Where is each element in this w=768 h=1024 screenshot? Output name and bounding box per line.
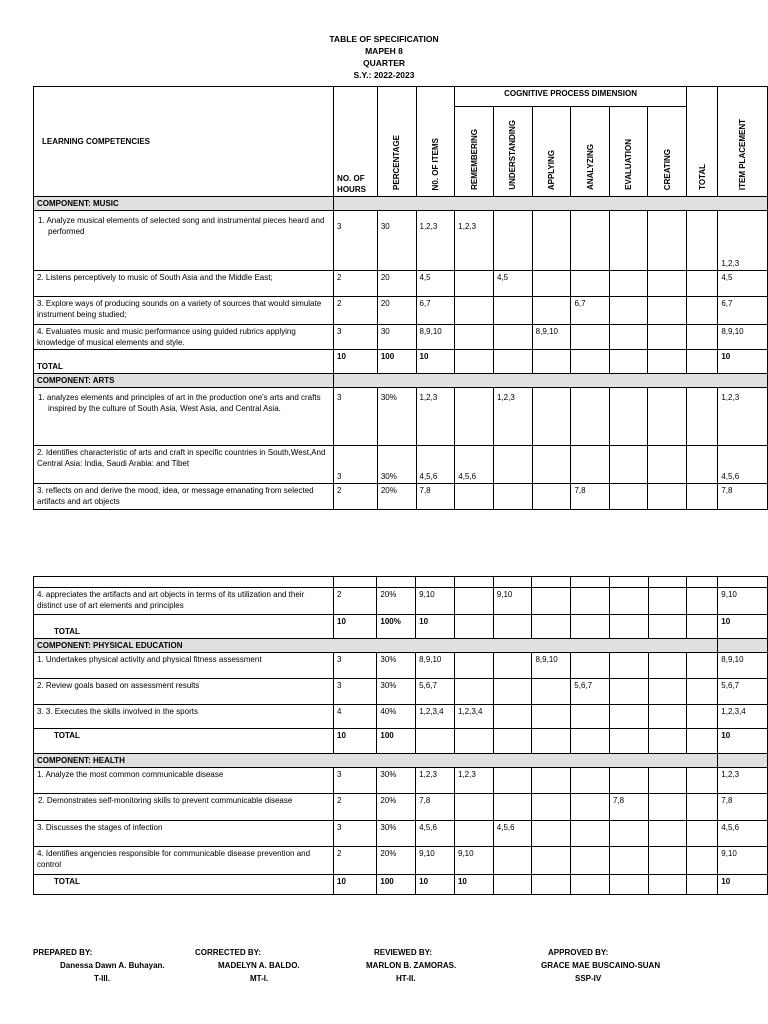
creating-header: CREATING [648, 107, 686, 197]
percentage-cell: 20 [377, 271, 416, 297]
competency-text: 2. Demonstrates self-monitoring skills to prevent communicable disease [34, 794, 334, 821]
applying-cell [532, 211, 571, 271]
total-cell [686, 271, 718, 297]
table-row [34, 794, 768, 821]
analyzing-cell [571, 446, 610, 484]
remembering-cell [455, 484, 494, 510]
hours-cell: 3 [334, 211, 378, 271]
signatory-title: MT-I. [250, 974, 269, 983]
competency-text: 4. Evaluates music and music performance using guided rubrics applying knowledge of musical elements and style. [34, 325, 334, 350]
evaluation-cell [609, 679, 648, 705]
evaluation-cell [609, 297, 647, 325]
percentage-cell: 30% [377, 446, 416, 484]
component-label: COMPONENT: PHYSICAL EDUCATION [34, 639, 718, 653]
analyzing-cell: 6,7 [571, 297, 610, 325]
applying-cell [532, 794, 571, 821]
competency-text: 4. Identifies angencies responsible for communicable disease prevention and control [34, 847, 334, 875]
percentage-cell: 20 [377, 297, 416, 325]
analyzing-cell [571, 325, 610, 350]
evaluation-cell [609, 446, 647, 484]
hours-total: 10 [334, 729, 377, 754]
table-row [34, 679, 768, 705]
hours-cell: 2 [334, 588, 377, 615]
total-cell [686, 388, 718, 446]
placement-cell: 7,8 [718, 484, 768, 510]
remembering-cell: 9,10 [454, 847, 493, 875]
items-cell: 1,2,3 [416, 388, 455, 446]
signatory-role: CORRECTED BY: [195, 948, 262, 957]
items-cell: 9,10 [416, 588, 455, 615]
total-cell [686, 768, 717, 794]
evaluation-cell: 7,8 [609, 794, 648, 821]
hours-cell: 2 [334, 271, 378, 297]
table-row [34, 821, 768, 847]
table-row [34, 388, 768, 446]
specification-table-part1 [33, 86, 768, 510]
signatory-role: PREPARED BY: [33, 948, 93, 957]
items-cell: 9,10 [416, 847, 455, 875]
signatory-role: REVIEWED BY: [374, 948, 433, 957]
hours-total: 10 [334, 615, 377, 639]
competency-text: 1. Analyze the most common communicable disease [34, 768, 334, 794]
hours-cell: 3 [334, 768, 377, 794]
remembering-cell [454, 653, 493, 679]
items-cell: 4,5,6 [416, 446, 455, 484]
understanding-cell [493, 325, 532, 350]
competency-text: 3. Discusses the stages of infection [34, 821, 334, 847]
placement-total: 10 [718, 350, 768, 374]
remembering-cell: 4,5,6 [455, 446, 494, 484]
understanding-cell [493, 484, 532, 510]
competency-text: 1. Analyze musical elements of selected song and instrumental pieces heard and performed [34, 211, 334, 271]
table-row [34, 211, 768, 271]
understanding-cell [493, 768, 532, 794]
applying-cell [532, 847, 571, 875]
creating-cell [648, 794, 686, 821]
component-label: COMPONENT: HEALTH [34, 754, 718, 768]
placement-cell: 1,2,3,4 [718, 705, 768, 729]
evaluation-cell [609, 325, 647, 350]
items-cell: 7,8 [416, 484, 455, 510]
remembering-cell: 1,2,3 [454, 768, 493, 794]
placement-total: 10 [718, 729, 768, 754]
applying-cell [532, 679, 571, 705]
evaluation-cell [609, 847, 648, 875]
applying-cell [532, 705, 571, 729]
analyzing-cell: 7,8 [571, 484, 610, 510]
placement-cell: 8,9,10 [718, 653, 768, 679]
evaluation-cell [609, 388, 647, 446]
evaluation-cell [609, 653, 648, 679]
percentage-total: 100 [377, 729, 416, 754]
table-row [34, 768, 768, 794]
table-row [34, 271, 768, 297]
items-cell: 6,7 [416, 297, 455, 325]
competency-text: 1. Undertakes physical activity and physical fitness assessment [34, 653, 334, 679]
percentage-cell: 20% [377, 847, 416, 875]
creating-cell [648, 588, 686, 615]
remembering-cell [454, 588, 493, 615]
signatory-name: MADELYN A. BALDO. [218, 961, 300, 970]
total-cell [686, 821, 717, 847]
items-total: 10 [416, 875, 455, 895]
total-label: TOTAL [34, 350, 334, 374]
component-row-pe [34, 639, 768, 653]
creating-cell [648, 705, 686, 729]
percentage-cell: 30% [377, 821, 416, 847]
total-header: TOTAL [686, 107, 718, 197]
placement-cell: 6,7 [718, 297, 768, 325]
understanding-cell [493, 847, 532, 875]
analyzing-cell [571, 821, 610, 847]
table-row [34, 446, 768, 484]
competency-text: 2. Review goals based on assessment results [34, 679, 334, 705]
total-cell [686, 679, 717, 705]
hours-cell: 2 [334, 297, 378, 325]
creating-cell [648, 211, 686, 271]
items-cell: 8,9,10 [416, 653, 455, 679]
creating-cell [648, 821, 686, 847]
placement-total: 10 [718, 615, 768, 639]
competencies-header: LEARNING COMPETENCIES [34, 87, 334, 197]
remembering-cell: 1,2,3 [455, 211, 494, 271]
table-row [34, 297, 768, 325]
percentage-cell: 30 [377, 325, 416, 350]
hours-cell: 3 [334, 821, 377, 847]
understanding-cell [493, 705, 532, 729]
analyzing-cell [571, 794, 610, 821]
percentage-total: 100% [377, 615, 416, 639]
percentage-cell: 20% [377, 484, 416, 510]
placement-cell: 9,10 [718, 847, 768, 875]
applying-cell [532, 446, 571, 484]
percentage-cell: 30 [377, 211, 416, 271]
items-cell: 4,5,6 [416, 821, 455, 847]
percentage-total: 100 [377, 350, 416, 374]
total-label: TOTAL [34, 729, 334, 754]
signatory-name: MARLON B. ZAMORAS. [366, 961, 457, 970]
total-cell [686, 588, 717, 615]
remembering-cell [455, 325, 494, 350]
hours-total: 10 [334, 875, 377, 895]
understanding-cell [493, 794, 532, 821]
hours-cell: 2 [334, 794, 377, 821]
percentage-cell: 30% [377, 653, 416, 679]
percentage-cell: 30% [377, 768, 416, 794]
specification-table-part2 [33, 576, 768, 895]
total-cell [686, 211, 718, 271]
creating-cell [648, 297, 686, 325]
remembering-cell [454, 679, 493, 705]
understanding-cell: 4,5 [493, 271, 532, 297]
total-row-arts [34, 615, 768, 639]
placement-cell: 8,9,10 [718, 325, 768, 350]
remembering-total: 10 [454, 875, 493, 895]
analyzing-cell [571, 847, 610, 875]
placement-cell: 1,2,3 [718, 388, 768, 446]
competency-text: 3. reflects on and derive the mood, idea, or message emanating from selected artifacts and art objects [34, 484, 334, 510]
applying-cell [532, 768, 571, 794]
hours-cell: 3 [334, 653, 377, 679]
table-row [34, 325, 768, 350]
signatory-name: GRACE MAE BUSCAINO-SUAN [541, 961, 661, 970]
analyzing-header: ANALYZING [571, 107, 610, 197]
placement-cell: 4,5 [718, 271, 768, 297]
applying-cell [532, 271, 571, 297]
evaluation-cell [609, 821, 648, 847]
applying-cell [532, 297, 571, 325]
applying-cell: 8,9,10 [532, 325, 571, 350]
items-cell: 1,2,3,4 [416, 705, 455, 729]
analyzing-cell [571, 211, 610, 271]
applying-cell [532, 484, 571, 510]
analyzing-cell [571, 271, 610, 297]
table-row [34, 705, 768, 729]
placement-header: ITEM PLACEMENT [718, 107, 768, 197]
total-cell [686, 297, 718, 325]
signatory-title: T-III. [94, 974, 110, 983]
hours-cell: 4 [334, 705, 377, 729]
signatory-name: Danessa Dawn A. Buhayan. [60, 961, 165, 970]
analyzing-cell [571, 705, 610, 729]
items-cell: 1,2,3 [416, 768, 455, 794]
table-row [34, 588, 768, 615]
evaluation-cell [609, 705, 648, 729]
understanding-cell: 9,10 [493, 588, 532, 615]
signatory-reviewed [366, 946, 456, 985]
component-row-health [34, 754, 768, 768]
items-cell: 1,2,3 [416, 211, 455, 271]
evaluation-cell [609, 484, 647, 510]
signatory-approved [541, 946, 660, 985]
competency-text: 2. Identifies characteristic of arts and craft in specific countries in South,West,And Central Asia: India, Saudi Arabia: and Tibet [34, 446, 334, 484]
placement-cell: 1,2,3 [718, 211, 768, 271]
understanding-cell [493, 297, 532, 325]
percentage-total: 100 [377, 875, 416, 895]
hours-header: NO. OF HOURS [334, 87, 378, 197]
total-cell [686, 325, 718, 350]
total-row-health [34, 875, 768, 895]
creating-cell [648, 388, 686, 446]
understanding-cell [493, 446, 532, 484]
analyzing-cell [571, 588, 610, 615]
total-cell [686, 653, 717, 679]
items-total: 10 [416, 350, 455, 374]
total-cell [686, 705, 717, 729]
analyzing-cell: 5,6,7 [571, 679, 610, 705]
total-label: TOTAL [34, 875, 334, 895]
creating-cell [648, 271, 686, 297]
component-label: COMPONENT: ARTS [34, 374, 334, 388]
percentage-header: PERCENTAGE [377, 87, 416, 197]
creating-cell [648, 679, 686, 705]
placement-cell: 5,6,7 [718, 679, 768, 705]
total-cell [686, 484, 718, 510]
remembering-cell [454, 821, 493, 847]
total-row-music [34, 350, 768, 374]
total-label: TOTAL [34, 615, 334, 639]
understanding-cell [493, 653, 532, 679]
placement-cell: 9,10 [718, 588, 768, 615]
understanding-cell [493, 679, 532, 705]
quarter-line: QUARTER [362, 58, 406, 68]
items-header: N0. OF ITEMS [416, 87, 455, 197]
table-row [34, 653, 768, 679]
table-row [34, 847, 768, 875]
percentage-cell: 30% [377, 679, 416, 705]
creating-cell [648, 768, 686, 794]
placement-cell: 4,5,6 [718, 821, 768, 847]
applying-cell [532, 388, 571, 446]
analyzing-cell [571, 388, 610, 446]
hours-cell: 2 [334, 847, 377, 875]
items-cell: 4,5 [416, 271, 455, 297]
remembering-cell [455, 388, 494, 446]
placement-cell: 7,8 [718, 794, 768, 821]
remembering-cell [454, 794, 493, 821]
total-cell [686, 847, 717, 875]
competency-text: 2. Listens perceptively to music of South Asia and the Middle East; [34, 271, 334, 297]
competency-text: 1. analyzes elements and principles of art in the production one's arts and crafts inspired by the culture of South Asia, West Asia, and Central Asia. [34, 388, 334, 446]
understanding-header: UNDERSTANDING [493, 107, 532, 197]
signatory-corrected [195, 946, 300, 985]
school-year-line: S.Y.: 2022-2023 [353, 70, 415, 80]
applying-cell [532, 821, 571, 847]
items-cell: 5,6,7 [416, 679, 455, 705]
items-cell: 7,8 [416, 794, 455, 821]
total-cell [686, 794, 717, 821]
hours-total: 10 [334, 350, 378, 374]
placement-cell: 4,5,6 [718, 446, 768, 484]
placement-cell: 1,2,3 [718, 768, 768, 794]
placement-total: 10 [718, 875, 768, 895]
applying-header: APPLYING [532, 107, 571, 197]
creating-cell [648, 484, 686, 510]
percentage-cell: 20% [377, 794, 416, 821]
header-row-1 [34, 87, 768, 107]
creating-cell [648, 653, 686, 679]
creating-cell [648, 446, 686, 484]
analyzing-cell [571, 768, 610, 794]
remembering-cell [455, 297, 494, 325]
items-total [416, 729, 455, 754]
analyzing-cell [571, 653, 610, 679]
percentage-cell: 20% [377, 588, 416, 615]
applying-cell [532, 588, 571, 615]
understanding-cell [493, 211, 532, 271]
creating-cell [648, 847, 686, 875]
applying-cell: 8,9,10 [532, 653, 571, 679]
total-cell [686, 446, 718, 484]
signatory-title: SSP-IV [575, 974, 602, 983]
remembering-cell: 1,2,3,4 [454, 705, 493, 729]
signatory-prepared [33, 946, 165, 985]
component-row-arts [34, 374, 768, 388]
total-row-pe [34, 729, 768, 754]
hours-cell: 3 [334, 446, 378, 484]
competency-text: 3. Explore ways of producing sounds on a variety of sources that would simulate instrument being studied; [34, 297, 334, 325]
evaluation-cell [609, 211, 647, 271]
hours-cell: 3 [334, 325, 378, 350]
cognitive-header: COGNITIVE PROCESS DIMENSION [455, 87, 687, 107]
remembering-cell [455, 271, 494, 297]
hours-cell: 2 [334, 484, 378, 510]
evaluation-cell [609, 768, 648, 794]
spacer-row [34, 577, 768, 588]
table-row [34, 484, 768, 510]
evaluation-header: EVALUATION [609, 107, 647, 197]
percentage-cell: 30% [377, 388, 416, 446]
remembering-header: REMEMBERING [455, 107, 494, 197]
signatory-title: HT-II. [396, 974, 416, 983]
evaluation-cell [609, 588, 648, 615]
creating-cell [648, 325, 686, 350]
signatory-role: APPROVED BY: [548, 948, 609, 957]
component-row-music [34, 197, 768, 211]
items-cell: 8,9,10 [416, 325, 455, 350]
title-line: TABLE OF SPECIFICATION [329, 34, 439, 44]
competency-text: 4. appreciates the artifacts and art objects in terms of its utilization and their distinct use of art elements and principles [34, 588, 334, 615]
competency-text: 3. 3. Executes the skills involved in the sports [34, 705, 334, 729]
understanding-cell: 4,5,6 [493, 821, 532, 847]
percentage-cell: 40% [377, 705, 416, 729]
subject-line: MAPEH 8 [365, 46, 403, 56]
component-label: COMPONENT: MUSIC [34, 197, 334, 211]
understanding-cell: 1,2,3 [493, 388, 532, 446]
doc-title [0, 33, 768, 81]
hours-cell: 3 [334, 679, 377, 705]
hours-cell: 3 [334, 388, 378, 446]
items-total: 10 [416, 615, 455, 639]
evaluation-cell [609, 271, 647, 297]
